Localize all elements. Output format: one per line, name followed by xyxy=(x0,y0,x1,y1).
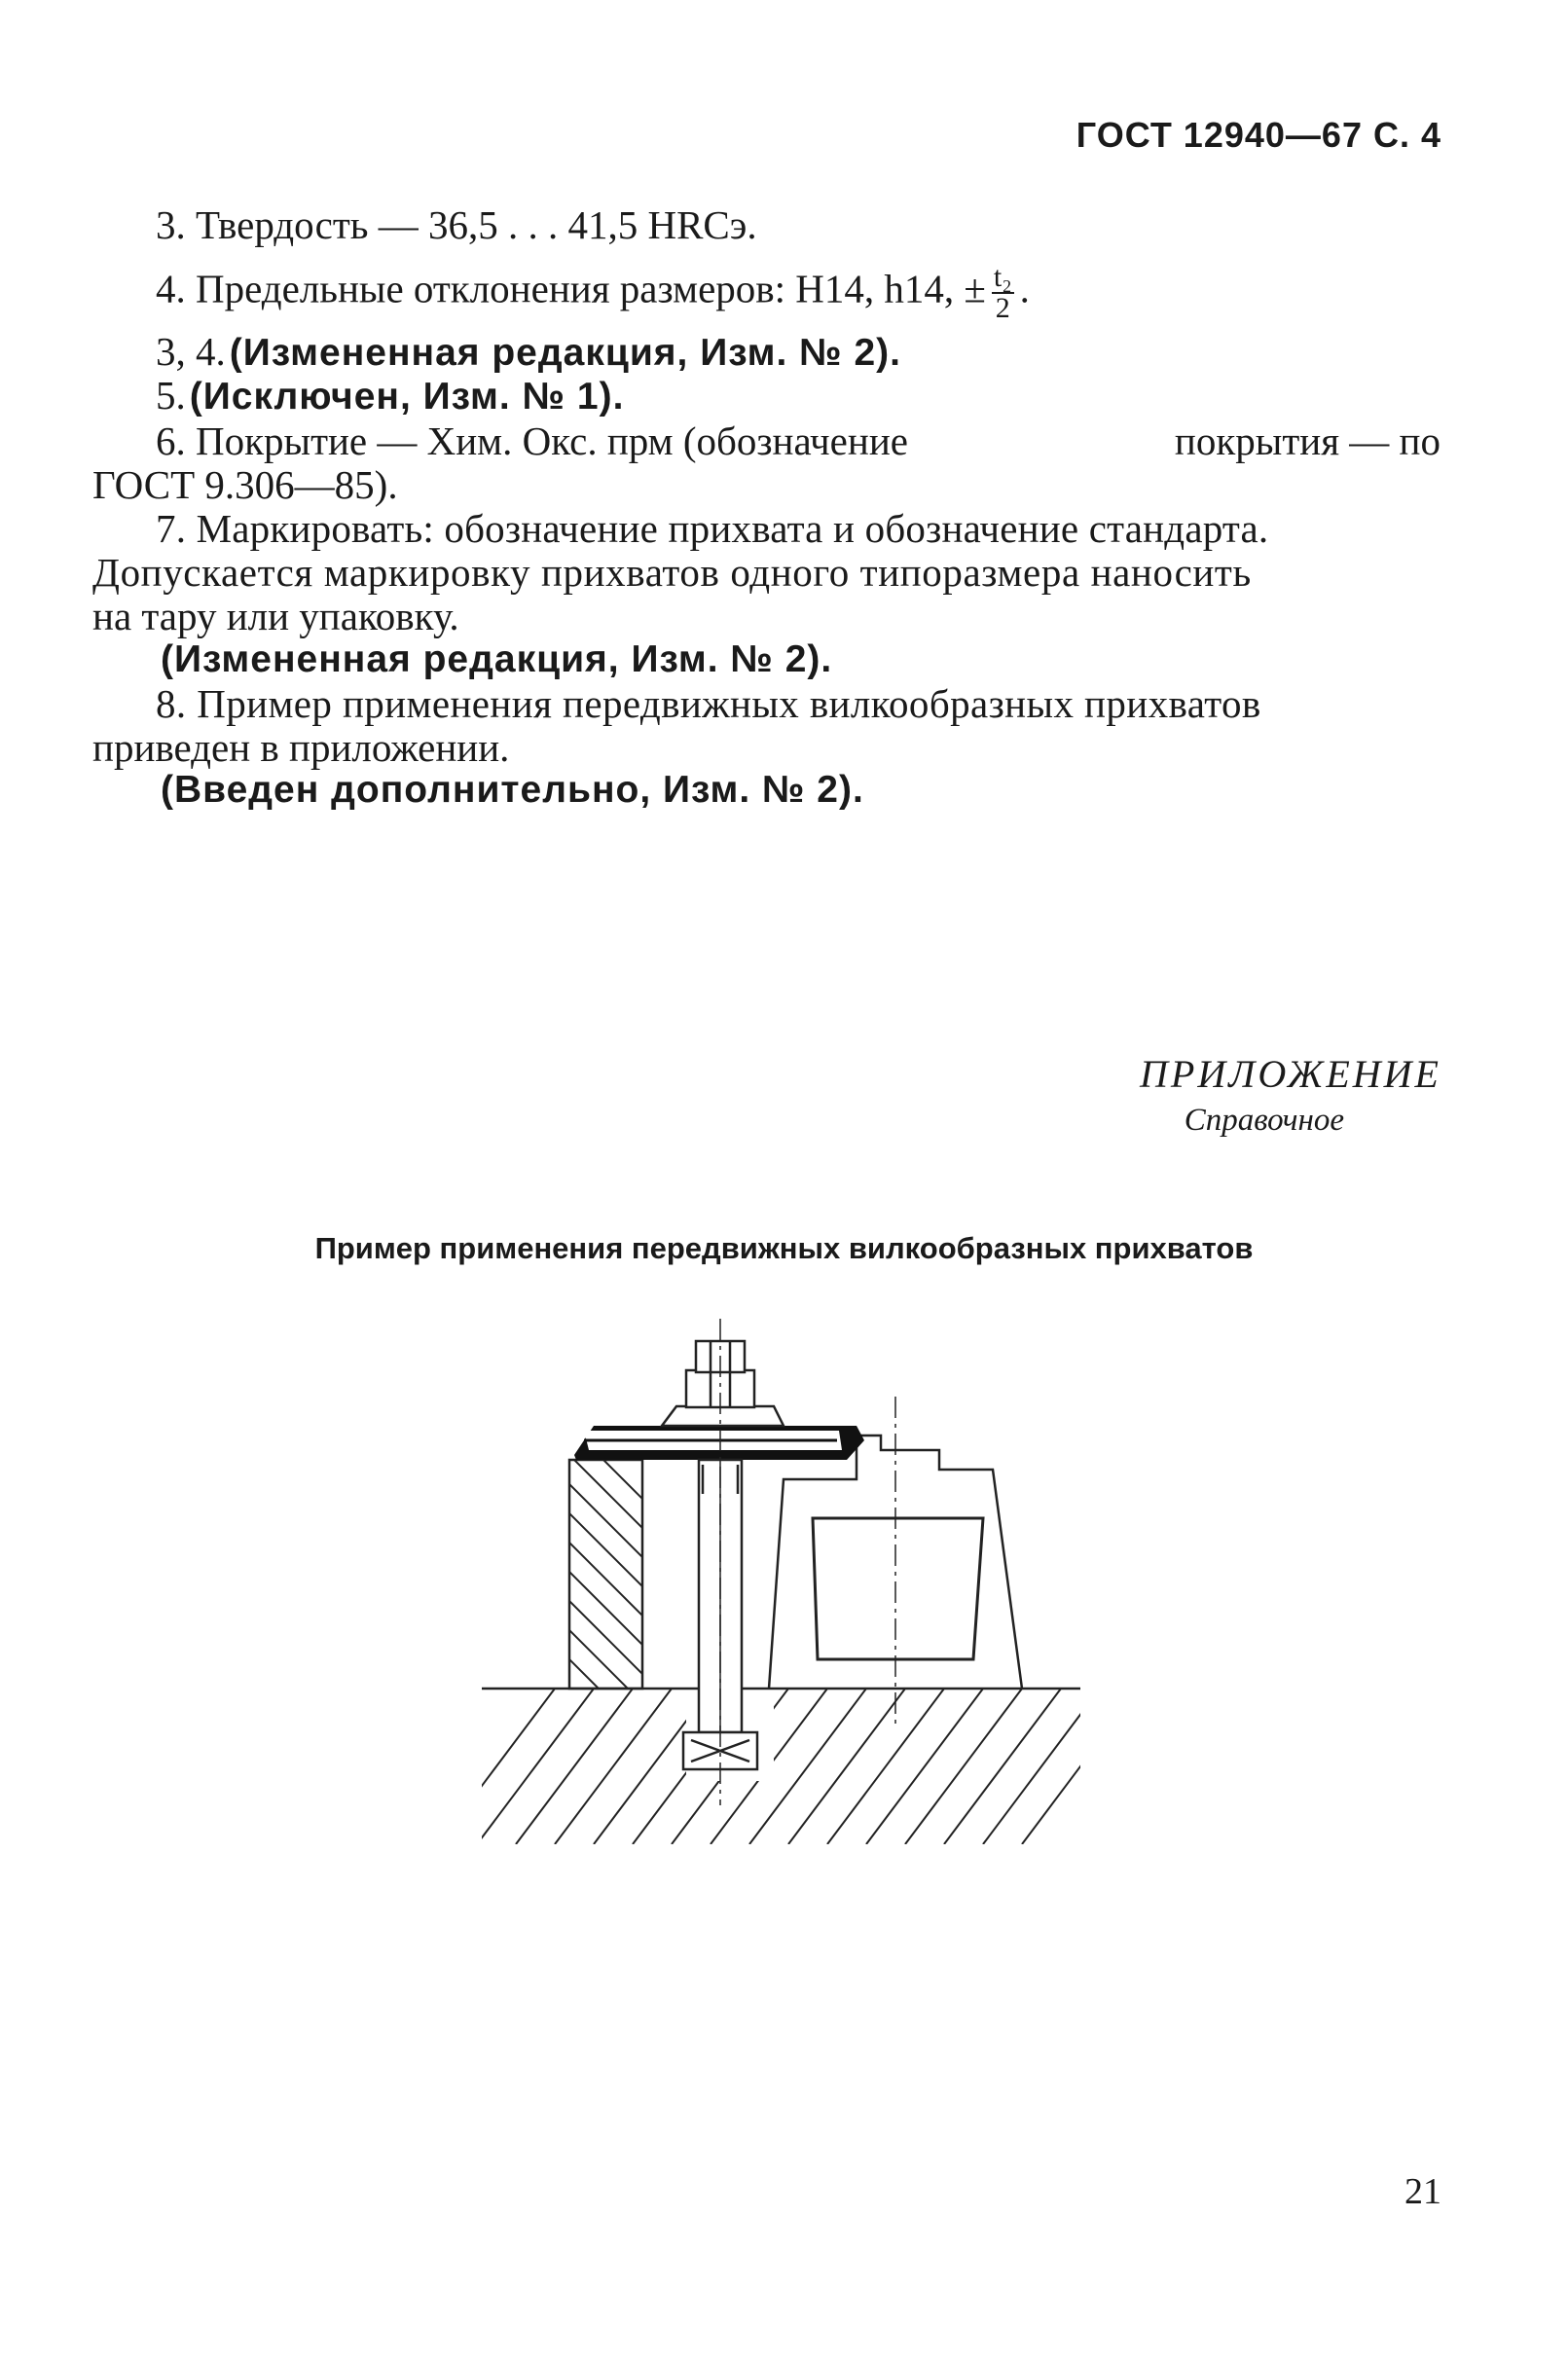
change-note-3-4 xyxy=(156,329,901,375)
nut-and-washer xyxy=(662,1341,784,1426)
item-5-excluded xyxy=(156,373,624,418)
page-number: 21 xyxy=(1404,2171,1441,2212)
clamp-assembly-drawing xyxy=(467,1299,1090,1844)
item-6-line-1-a: 6. Покрытие — Хим. Окс. прм (обозначение xyxy=(156,418,908,463)
item-8-line-1: 8. Пример применения передвижных вилкообразных прихватов xyxy=(156,681,1261,726)
base-plate-hatching xyxy=(467,1689,1090,1844)
item-7-line-3: на тару или упаковку. xyxy=(92,594,459,638)
fraction-denominator: 2 xyxy=(995,292,1010,324)
clamp-bar xyxy=(574,1426,864,1460)
item-8-line-2: приведен в приложении. xyxy=(92,725,510,770)
change-note-3-4-text: (Измененная редакция, Изм. № 2). xyxy=(229,332,902,374)
item-5-text: (Исключен, Изм. № 1). xyxy=(189,376,625,418)
appendix-title: ПРИЛОЖЕНИЕ xyxy=(1140,1052,1441,1096)
item-4-text: 4. Предельные отклонения размеров: H14, h14, ± xyxy=(156,266,986,311)
item-7-line-1: 7. Маркировать: обозначение прихвата и обозначение стандарта. xyxy=(156,506,1269,551)
item-7-line-2: Допускается маркировку прихватов одного типоразмера наносить xyxy=(92,550,1252,595)
item-4-tolerances xyxy=(156,263,1030,323)
tolerance-fraction xyxy=(992,263,1014,323)
change-note-8: (Введен дополнительно, Изм. № 2). xyxy=(161,769,864,811)
item-6-line-1 xyxy=(156,418,1440,463)
figure-title: Пример применения передвижных вилкообразных прихватов xyxy=(314,1231,1254,1265)
item-6-line-2: ГОСТ 9.306—85). xyxy=(92,462,398,507)
item-4-end: . xyxy=(1019,266,1030,311)
item-3-hardness: 3. Твердость — 36,5 . . . 41,5 HRCэ. xyxy=(156,202,757,247)
appendix-subtitle: Справочное xyxy=(1184,1103,1344,1138)
fraction-numerator: t₂ xyxy=(993,261,1012,293)
document-header: ГОСТ 12940—67 С. 4 xyxy=(1076,115,1441,155)
item-6-line-1-b: покрытия — по xyxy=(1174,418,1440,463)
change-note-3-4-prefix: 3, 4. xyxy=(156,329,226,374)
item-5-prefix: 5. xyxy=(156,373,186,418)
change-note-7: (Измененная редакция, Изм. № 2). xyxy=(161,638,833,680)
